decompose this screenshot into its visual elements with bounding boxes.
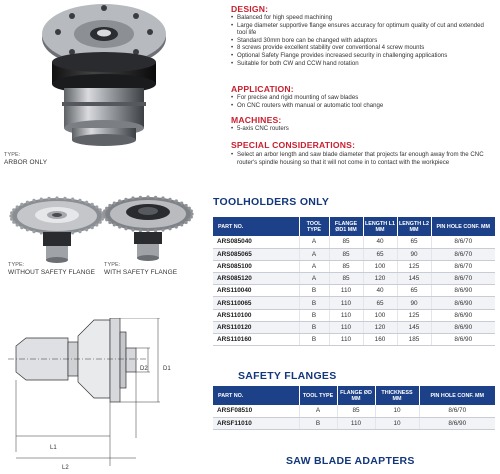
- saw-tooth: [85, 201, 88, 204]
- table-cell: 185: [397, 334, 431, 346]
- special-considerations-list: [231, 151, 493, 166]
- table-cell: 8/6/90: [431, 285, 495, 297]
- table-cell: 40: [363, 236, 397, 248]
- saw-tooth: [168, 198, 171, 201]
- table-cell: B: [299, 321, 329, 333]
- table-cell: 65: [397, 236, 431, 248]
- saw-tooth: [139, 229, 142, 232]
- table-cell: 110: [337, 417, 375, 429]
- design-item: • Standard 30mm bore can be changed with adaptors: [231, 37, 493, 45]
- saw-tooth: [32, 230, 35, 233]
- saw-tooth: [124, 227, 127, 230]
- saw-tooth: [71, 198, 74, 201]
- table-cell: 110: [329, 334, 363, 346]
- part-number-cell: ARS110040: [213, 285, 299, 297]
- machines-list: [231, 125, 493, 133]
- table-cell: B: [299, 309, 329, 321]
- table-cell: 10: [375, 417, 419, 429]
- design-item: • 8 screws provide excellent stability over conventional 4 screw mounts: [231, 44, 493, 52]
- saw-tooth: [185, 204, 188, 207]
- part-number-cell: ARSF08510: [213, 405, 299, 417]
- column-header-length-l2: LENGTH L2 MM: [397, 217, 431, 236]
- column-header-flange: FLANGE ØD1 MM: [329, 217, 363, 236]
- saw-tooth: [26, 228, 29, 231]
- saw-tooth: [108, 221, 111, 224]
- caption-label: WITH SAFETY FLANGE: [104, 269, 178, 276]
- saw-tooth: [175, 225, 178, 228]
- saw-tooth: [103, 215, 106, 218]
- saw-tooth: [161, 196, 164, 199]
- table-row: [213, 417, 495, 429]
- table-row: [213, 321, 495, 333]
- table-cell: 145: [397, 321, 431, 333]
- table-cell: A: [299, 248, 329, 260]
- dimension-label-d1: D1: [163, 366, 171, 372]
- special-considerations-heading: SPECIAL CONSIDERATIONS:: [231, 140, 356, 150]
- with-flange-caption: [104, 262, 177, 276]
- table-cell: 8/6/90: [431, 297, 495, 309]
- saw-blade-with-flange-photo: [100, 190, 194, 268]
- table-cell: 10: [375, 405, 419, 417]
- application-heading: APPLICATION:: [231, 84, 294, 94]
- design-list: [231, 14, 493, 67]
- table-row: [213, 285, 495, 297]
- saw-tooth: [32, 199, 35, 202]
- design-item: • Balanced for high speed machining: [231, 14, 493, 22]
- part-number-cell: ARS085040: [213, 236, 299, 248]
- saw-tooth: [105, 207, 108, 210]
- saw-tooth: [16, 205, 19, 208]
- table-cell: 160: [363, 334, 397, 346]
- caption-type-label: TYPE:: [4, 152, 21, 158]
- arbor-only-caption: [4, 152, 47, 166]
- machines-item: • 5-axis CNC routers: [231, 125, 493, 133]
- saw-tooth: [78, 230, 81, 233]
- saw-tooth: [168, 227, 171, 230]
- table-cell: 8/6/70: [431, 273, 495, 285]
- dimension-label-l2: L2: [62, 465, 69, 471]
- table-cell: 85: [329, 260, 363, 272]
- toolholders-title: TOOLHOLDERS ONLY: [213, 196, 330, 208]
- saw-tooth: [113, 223, 116, 226]
- table-cell: B: [299, 417, 337, 429]
- table-cell: A: [299, 273, 329, 285]
- table-cell: 8/6/90: [431, 334, 495, 346]
- table-cell: 65: [397, 285, 431, 297]
- part-number-cell: ARS110160: [213, 334, 299, 346]
- saw-tooth: [131, 196, 134, 199]
- table-cell: A: [299, 405, 337, 417]
- saw-tooth: [102, 212, 105, 215]
- table-cell: 100: [363, 309, 397, 321]
- table-cell: B: [299, 297, 329, 309]
- saw-tooth: [55, 196, 58, 199]
- part-number-cell: ARS085065: [213, 248, 299, 260]
- caption-label: ARBOR ONLY: [4, 159, 48, 166]
- column-header-pin-hole: PIN HOLE CONF. MM: [431, 217, 495, 236]
- saw-tooth: [188, 207, 191, 210]
- saw-tooth: [71, 231, 74, 234]
- table-cell: 110: [329, 321, 363, 333]
- part-number-cell: ARS110100: [213, 309, 299, 321]
- table-cell: 85: [329, 273, 363, 285]
- table-cell: 110: [329, 285, 363, 297]
- table-cell: B: [299, 334, 329, 346]
- saw-tooth: [12, 221, 15, 224]
- saw-tooth: [26, 201, 29, 204]
- saw-tooth: [95, 205, 98, 208]
- saw-tooth: [185, 221, 188, 224]
- table-row: [213, 297, 495, 309]
- saw-tooth: [47, 197, 50, 200]
- saw-tooth: [180, 223, 183, 226]
- table-cell: 120: [363, 321, 397, 333]
- saw-tooth: [40, 198, 43, 201]
- saw-tooth: [20, 226, 23, 229]
- safety-flanges-table: [213, 386, 495, 430]
- table-cell: 8/6/70: [431, 236, 495, 248]
- saw-tooth: [146, 195, 149, 198]
- saw-tooth: [118, 199, 121, 202]
- table-cell: A: [299, 236, 329, 248]
- table-cell: 110: [329, 297, 363, 309]
- table-header-row: [213, 386, 495, 405]
- table-row: [213, 273, 495, 285]
- table-cell: 85: [329, 248, 363, 260]
- table-header-row: [213, 217, 495, 236]
- column-header-thickness: THICKNESS MM: [375, 386, 419, 405]
- saw-tooth: [161, 228, 164, 231]
- part-number-cell: ARS085120: [213, 273, 299, 285]
- saw-tooth: [10, 218, 13, 221]
- saw-tooth: [118, 225, 121, 228]
- arbor-technical-drawing: [8, 318, 196, 468]
- table-cell: 85: [337, 405, 375, 417]
- table-cell: 145: [397, 273, 431, 285]
- saw-tooth: [10, 211, 13, 214]
- caption-type-label: TYPE:: [8, 262, 25, 268]
- table-cell: 8/6/90: [431, 321, 495, 333]
- saw-blade-without-flange-photo: [8, 190, 106, 268]
- special-considerations-item: • Select an arbor length and saw blade diameter that projects far enough away from the CNC router's spindle housing so that it will not come in to contact with the workpiece: [231, 151, 493, 166]
- saw-tooth: [108, 204, 111, 207]
- application-item: • On CNC routers with manual or automatic tool change: [231, 102, 493, 110]
- table-cell: 8/6/90: [431, 309, 495, 321]
- table-cell: 8/6/70: [431, 248, 495, 260]
- without-flange-caption: [8, 262, 95, 276]
- application-list: [231, 94, 493, 109]
- table-row: [213, 236, 495, 248]
- saw-tooth: [105, 218, 108, 221]
- saw-tooth: [154, 196, 157, 199]
- design-item: • Suitable for both CW and CCW hand rotation: [231, 60, 493, 68]
- saw-tooth: [91, 203, 94, 206]
- saw-tooth: [190, 212, 193, 215]
- saw-tooth: [9, 214, 12, 217]
- table-row: [213, 248, 495, 260]
- design-item: • Optional Safety Flange provides increased security in challenging applications: [231, 52, 493, 60]
- part-number-cell: ARSF11010: [213, 417, 299, 429]
- saw-tooth: [85, 228, 88, 231]
- saw-tooth: [40, 231, 43, 234]
- saw-tooth: [139, 196, 142, 199]
- saw-tooth: [175, 199, 178, 202]
- saw-tooth: [95, 223, 98, 226]
- table-cell: 125: [397, 260, 431, 272]
- saw-tooth: [188, 218, 191, 221]
- table-cell: 8/6/90: [419, 417, 495, 429]
- safety-flanges-title: SAFETY FLANGES: [238, 370, 337, 382]
- column-header-tool-type: TOOL TYPE: [299, 217, 329, 236]
- saw-tooth: [78, 199, 81, 202]
- column-header-part-no: PART NO.: [213, 386, 299, 405]
- table-cell: 40: [363, 285, 397, 297]
- table-cell: A: [299, 260, 329, 272]
- dimension-label-l1: L1: [50, 445, 57, 451]
- design-item: • Large diameter supportive flange ensures accuracy for optimum quality of cut and extended tool life: [231, 22, 493, 37]
- table-row: [213, 405, 495, 417]
- table-cell: 85: [329, 236, 363, 248]
- saw-blade-adapters-title: SAW BLADE ADAPTERS: [286, 455, 415, 467]
- saw-tooth: [103, 209, 106, 212]
- table-row: [213, 334, 495, 346]
- saw-tooth: [63, 197, 66, 200]
- table-row: [213, 260, 495, 272]
- column-header-part-no: PART NO.: [213, 217, 299, 236]
- table-cell: 100: [363, 260, 397, 272]
- saw-tooth: [154, 229, 157, 232]
- table-cell: B: [299, 285, 329, 297]
- dimension-label-d2: D2: [140, 366, 148, 372]
- part-number-cell: ARS085100: [213, 260, 299, 272]
- saw-tooth: [190, 215, 193, 218]
- toolholders-table: [213, 217, 495, 346]
- column-header-flange: FLANGE ØD MM: [337, 386, 375, 405]
- saw-tooth: [20, 203, 23, 206]
- saw-tooth: [190, 209, 193, 212]
- table-cell: 90: [397, 297, 431, 309]
- column-header-pin-hole: PIN HOLE CONF. MM: [419, 386, 495, 405]
- saw-tooth: [113, 202, 116, 205]
- table-cell: 120: [363, 273, 397, 285]
- design-heading: DESIGN:: [231, 4, 269, 14]
- saw-tooth: [91, 226, 94, 229]
- table-cell: 8/6/70: [431, 260, 495, 272]
- table-cell: 90: [397, 248, 431, 260]
- table-cell: 8/6/70: [419, 405, 495, 417]
- saw-tooth: [180, 202, 183, 205]
- table-cell: 65: [363, 248, 397, 260]
- machines-heading: MACHINES:: [231, 115, 282, 125]
- arbor-only-photo: [22, 2, 182, 152]
- column-header-tool-type: TOOL TYPE: [299, 386, 337, 405]
- part-number-cell: ARS110065: [213, 297, 299, 309]
- saw-tooth: [131, 228, 134, 231]
- column-header-length-l1: LENGTH L1 MM: [363, 217, 397, 236]
- table-cell: 65: [363, 297, 397, 309]
- table-row: [213, 309, 495, 321]
- caption-type-label: TYPE:: [104, 262, 121, 268]
- table-cell: 110: [329, 309, 363, 321]
- application-item: • For precise and rigid mounting of saw blades: [231, 94, 493, 102]
- caption-label: WITHOUT SAFETY FLANGE: [8, 269, 96, 276]
- table-cell: 125: [397, 309, 431, 321]
- part-number-cell: ARS110120: [213, 321, 299, 333]
- saw-tooth: [12, 208, 15, 211]
- saw-tooth: [124, 198, 127, 201]
- saw-tooth: [16, 223, 19, 226]
